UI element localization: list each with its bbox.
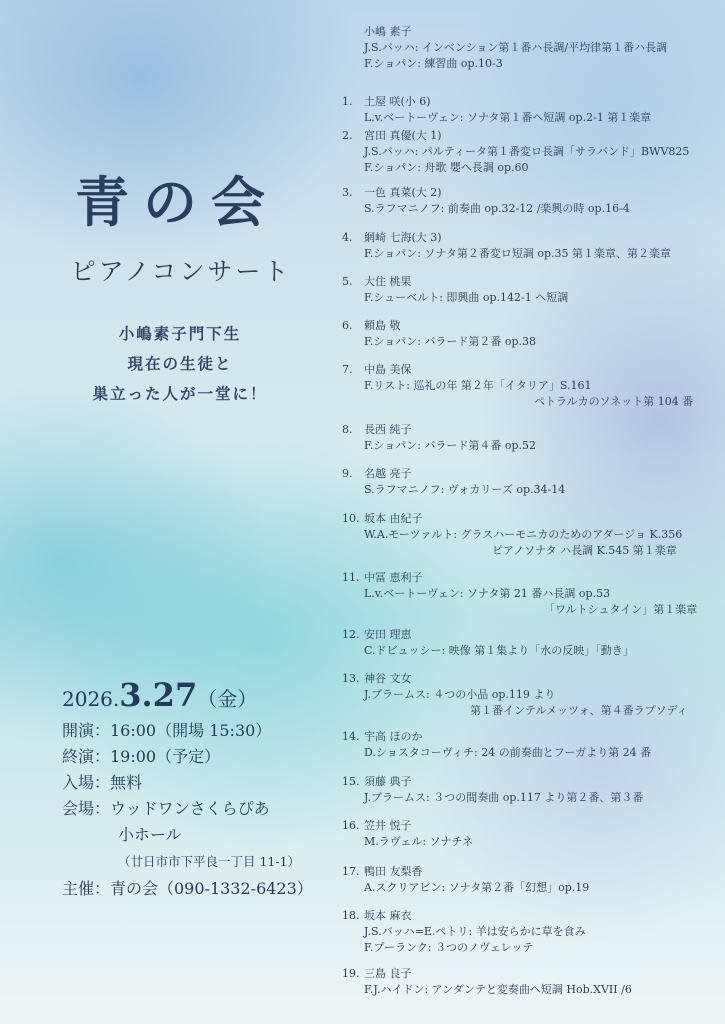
performer-row xyxy=(342,864,720,880)
performer-name: 神谷 文女 xyxy=(364,672,412,685)
program-item xyxy=(342,24,720,72)
event-date xyxy=(62,676,257,714)
performer-row xyxy=(342,94,720,110)
program-item xyxy=(342,627,720,659)
program-item xyxy=(342,671,720,719)
program-number: 1. xyxy=(342,95,353,108)
program-item xyxy=(342,774,720,806)
venue-address: （廿日市市下平良一丁目 11-1） xyxy=(118,854,301,869)
program-item xyxy=(342,318,720,350)
performer-name: 名越 亮子 xyxy=(364,467,412,480)
performer-row xyxy=(342,818,720,834)
program-item xyxy=(342,511,720,559)
performer-name: 長西 純子 xyxy=(364,423,412,436)
piece-line: W.A.モーツァルト: グラスハーモニカのためのアダージョ K.356 xyxy=(364,528,683,541)
performer-row xyxy=(342,671,720,687)
piece-line: J.ブラームス: ３つの間奏曲 op.117 より第２番、第３番 xyxy=(364,791,644,804)
program-number: 10. xyxy=(342,512,360,525)
piece-line-continued: 第１番インテルメッツォ、第４番ラプソディ xyxy=(470,704,688,717)
program-number: 7. xyxy=(342,363,353,376)
program-number: 9. xyxy=(342,467,353,480)
date-weekday: （金） xyxy=(197,687,258,711)
piece-line: J.S.バッハ=E.ペトリ: 羊は安らかに草を食み xyxy=(364,925,586,938)
performer-row xyxy=(342,466,720,482)
program-number: 18. xyxy=(342,909,360,922)
piece-line: J.S.バッハ: パルティータ第１番変ロ長調「サラバンド」BWV825 xyxy=(364,145,690,158)
piece-line: F.ショパン: 練習曲 op.10-3 xyxy=(364,57,503,70)
date-month-day: 3.27 xyxy=(119,676,198,714)
program-item xyxy=(342,729,720,761)
admission: 入場：無料 xyxy=(62,773,143,792)
piece-line-continued: ペトラルカのソネット第 104 番 xyxy=(534,395,694,408)
tagline-line-1: 小嶋素子門下生 xyxy=(118,325,242,343)
end-time: 終演：19:00（予定） xyxy=(62,747,221,766)
event-subtitle: ピアノコンサート xyxy=(70,257,292,286)
performer-name: 鴨田 友梨香 xyxy=(364,865,423,878)
performer-row xyxy=(342,230,720,246)
performer-name: 須藤 典子 xyxy=(364,775,412,788)
piece-line: L.v.ベートーヴェン: ソナタ第 21 番ハ長調 op.53 xyxy=(364,587,611,600)
program-item xyxy=(342,362,720,410)
start-time: 開演：16:00（開場 15:30） xyxy=(62,721,272,740)
program-number: 13. xyxy=(342,672,360,685)
piece-line: S.ラフマニノフ: 前奏曲 op.32-12 /楽興の時 op.16-4 xyxy=(364,202,630,215)
piece-line-continued: 「ワルトシュタイン」第１楽章 xyxy=(544,603,698,616)
performer-name: 宇高 ほのか xyxy=(364,730,423,743)
performer-name: 笠井 悦子 xyxy=(364,819,412,832)
performer-row xyxy=(342,24,720,40)
organizer: 主催：青の会（090-1332-6423） xyxy=(62,879,313,898)
performer-name: 中島 美保 xyxy=(364,363,412,376)
performer-name: 坂本 麻衣 xyxy=(364,909,412,922)
piece-line: F.リスト: 巡礼の年 第２年「イタリア」S.161 xyxy=(364,379,592,392)
piece-line: F.J.ハイドン: アンダンテと変奏曲ヘ短調 Hob.XVII /6 xyxy=(364,983,632,996)
performer-row xyxy=(342,729,720,745)
piece-line: C.ドビュッシー: 映像 第１集より「水の反映」「動き」 xyxy=(364,644,634,657)
piece-line: L.v.ベートーヴェン: ソナタ第１番ヘ短調 op.2-1 第１楽章 xyxy=(364,111,652,124)
program-number: 17. xyxy=(342,865,360,878)
program-item xyxy=(342,230,720,262)
performer-row xyxy=(342,185,720,201)
program-number: 15. xyxy=(342,775,360,788)
piece-line: F.ショパン: 舟歌 嬰ヘ長調 op.60 xyxy=(364,161,529,174)
piece-line: F.ショパン: ソナタ第２番変ロ短調 op.35 第１楽章、第２楽章 xyxy=(364,247,671,260)
performer-row xyxy=(342,128,720,144)
performer-row xyxy=(342,318,720,334)
program-item xyxy=(342,128,720,176)
performer-name: 土屋 咲(小 6) xyxy=(364,95,431,108)
venue-hall: 小ホール xyxy=(118,825,182,844)
performer-row xyxy=(342,422,720,438)
program-item xyxy=(342,274,720,306)
program-number: 12. xyxy=(342,628,360,641)
performer-row xyxy=(342,627,720,643)
piece-line: F.シューベルト: 即興曲 op.142-1 ヘ短調 xyxy=(364,291,569,304)
program-item xyxy=(342,908,720,956)
program-item xyxy=(342,966,720,998)
performer-row xyxy=(342,774,720,790)
performer-row xyxy=(342,511,720,527)
performer-name: 網崎 七海(大 3) xyxy=(364,231,442,244)
event-title: 青の会 xyxy=(75,170,279,234)
piece-line: A.スクリアビン: ソナタ第２番「幻想」op.19 xyxy=(364,881,590,894)
program-number: 19. xyxy=(342,967,360,980)
piece-line: D.ショスタコーヴィチ: 24 の前奏曲とフーガより第 24 番 xyxy=(364,746,652,759)
performer-name: 三島 良子 xyxy=(364,967,412,980)
piece-line-continued: ピアノソナタ ハ長調 K.545 第１楽章 xyxy=(492,544,677,557)
program-number: 8. xyxy=(342,423,353,436)
piece-line: J.ブラームス: ４つの小品 op.119 より xyxy=(364,688,556,701)
performer-name: 小嶋 素子 xyxy=(364,25,412,38)
performer-row xyxy=(342,908,720,924)
date-year: 2026. xyxy=(62,687,120,711)
performer-row xyxy=(342,966,720,982)
performer-name: 頼島 敬 xyxy=(364,319,401,332)
performer-name: 安田 理恵 xyxy=(364,628,412,641)
program-item xyxy=(342,466,720,498)
piece-line: F.ショパン: バラード第４番 op.52 xyxy=(364,439,537,452)
program-number: 5. xyxy=(342,275,353,288)
tagline-line-3: 巣立った人が一堂に！ xyxy=(92,385,268,403)
program-number: 6. xyxy=(342,319,353,332)
program-number: 11. xyxy=(342,571,360,584)
program-number: 16. xyxy=(342,819,360,832)
program-number: 14. xyxy=(342,730,360,743)
piece-line: F.ショパン: バラード第２番 op.38 xyxy=(364,335,537,348)
performer-name: 大住 桃果 xyxy=(364,275,412,288)
piece-line: M.ラヴェル: ソナチネ xyxy=(364,835,474,848)
program-item xyxy=(342,422,720,454)
program-item xyxy=(342,864,720,896)
performer-row xyxy=(342,274,720,290)
program-item xyxy=(342,570,720,618)
performer-name: 一色 真菜(大 2) xyxy=(364,186,442,199)
venue: 会場：ウッドワンさくらぴあ xyxy=(62,799,270,818)
program-item xyxy=(342,185,720,217)
performer-name: 宮田 真優(大 1) xyxy=(364,129,442,142)
performer-name: 中冨 恵利子 xyxy=(364,571,423,584)
piece-line: F.プーランク: ３つのノヴェレッテ xyxy=(364,941,534,954)
tagline-line-2: 現在の生徒と xyxy=(127,355,233,373)
left-panel xyxy=(0,0,330,1024)
program-item xyxy=(342,94,720,126)
program-number: 4. xyxy=(342,231,353,244)
performer-row xyxy=(342,362,720,378)
performer-name: 坂本 由紀子 xyxy=(364,512,423,525)
program-number: 2. xyxy=(342,129,353,142)
program-number: 3. xyxy=(342,186,353,199)
performer-row xyxy=(342,570,720,586)
piece-line: S.ラフマニノフ: ヴォカリーズ op.34-14 xyxy=(364,483,566,496)
program-item xyxy=(342,818,720,850)
piece-line: J.S.バッハ: インベンション第１番ハ長調/平均律第１番ハ長調 xyxy=(364,41,668,54)
